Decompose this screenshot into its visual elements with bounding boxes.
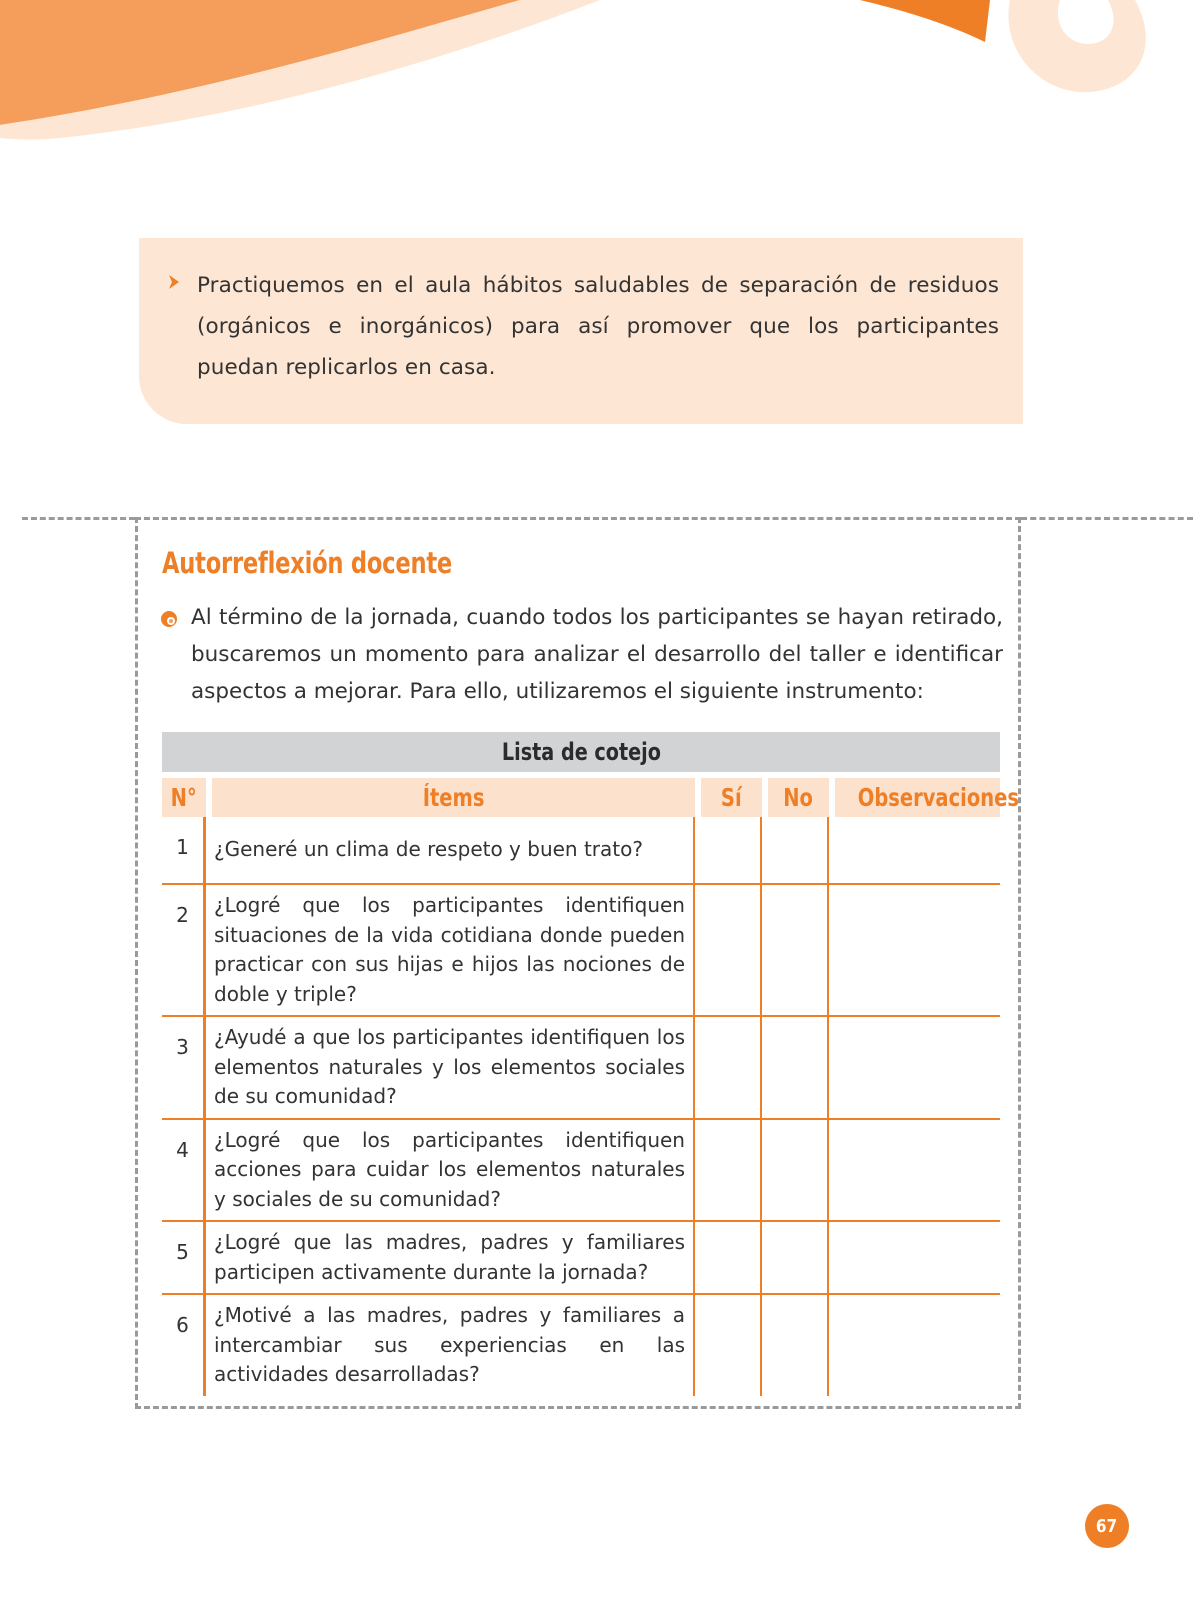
row-item: ¿Generé un clima de respeto y buen trato? [206,817,695,885]
row-number: 1 [162,817,206,885]
si-cell[interactable] [695,1295,762,1396]
table-row [162,1295,1000,1396]
observaciones-cell[interactable] [829,1017,1000,1120]
intro-paragraph: Al término de la jornada, cuando todos los participantes se hayan retirado, buscaremos un momento para analizar el desarrollo del taller e identificar aspectos a mejorar. Para ello, utilizaremos el siguiente instrumento: [191,605,1003,704]
row-number: 4 [162,1120,206,1223]
row-number: 5 [162,1222,206,1295]
section-title: Autorreflexión docente [162,546,453,580]
no-cell[interactable] [762,1222,829,1295]
table-row [162,1017,1000,1120]
row-number: 3 [162,1017,206,1120]
observaciones-cell[interactable] [829,1222,1000,1295]
observaciones-cell[interactable] [829,1120,1000,1223]
si-cell[interactable] [695,885,762,1017]
dashed-divider-right [1021,517,1193,520]
row-item: ¿Logré que las madres, padres y familiares participen activamente durante la jornada? [206,1222,695,1295]
si-cell[interactable] [695,1222,762,1295]
checklist-table [162,732,1019,1396]
si-cell[interactable] [695,1017,762,1120]
page-number-badge [1085,1504,1129,1548]
table-row [162,885,1000,1017]
no-cell[interactable] [762,1295,829,1396]
no-cell[interactable] [762,1120,829,1223]
table-caption: Lista de cotejo [162,732,1000,772]
page-number: 67 [1096,1515,1118,1537]
no-cell[interactable] [762,817,829,885]
self-reflection-section [135,517,1021,1409]
header-observaciones: Observaciones [829,772,1000,817]
tip-box [139,238,1023,424]
table-row [162,1120,1000,1223]
header-num: N° [162,772,206,817]
tip-text: Practiquemos en el aula hábitos saludables de separación de residuos (orgánicos e inorgánicos) para así promover que los participantes puedan replicarlos en casa. [197,273,999,380]
header-no: No [762,772,829,817]
row-number: 2 [162,885,206,1017]
no-cell[interactable] [762,885,829,1017]
header-swoosh-decoration [0,0,1193,140]
table-row [162,1222,1000,1295]
row-item: ¿Logré que los participantes identifiquen acciones para cuidar los elementos naturales y sociales de su comunidad? [206,1120,695,1223]
observaciones-cell[interactable] [829,885,1000,1017]
row-item: ¿Logré que los participantes identifiquen situaciones de la vida cotidiana donde pueden practicar con sus hijas e hijos las nociones de doble y triple? [206,885,695,1017]
si-cell[interactable] [695,817,762,885]
row-item: ¿Motivé a las madres, padres y familiares a intercambiar sus experiencias en las actividades desarrolladas? [206,1295,695,1396]
row-number: 6 [162,1295,206,1396]
circle-bullet-icon [160,610,178,628]
no-cell[interactable] [762,1017,829,1120]
si-cell[interactable] [695,1120,762,1223]
row-item: ¿Ayudé a que los participantes identifiquen los elementos naturales y los elementos sociales de su comunidad? [206,1017,695,1120]
observaciones-cell[interactable] [829,817,1000,885]
chevron-right-icon [167,274,181,290]
table-row [162,817,1000,885]
observaciones-cell[interactable] [829,1295,1000,1396]
header-items: Ítems [206,772,695,817]
dashed-divider-left [22,517,135,520]
header-si: Sí [695,772,762,817]
